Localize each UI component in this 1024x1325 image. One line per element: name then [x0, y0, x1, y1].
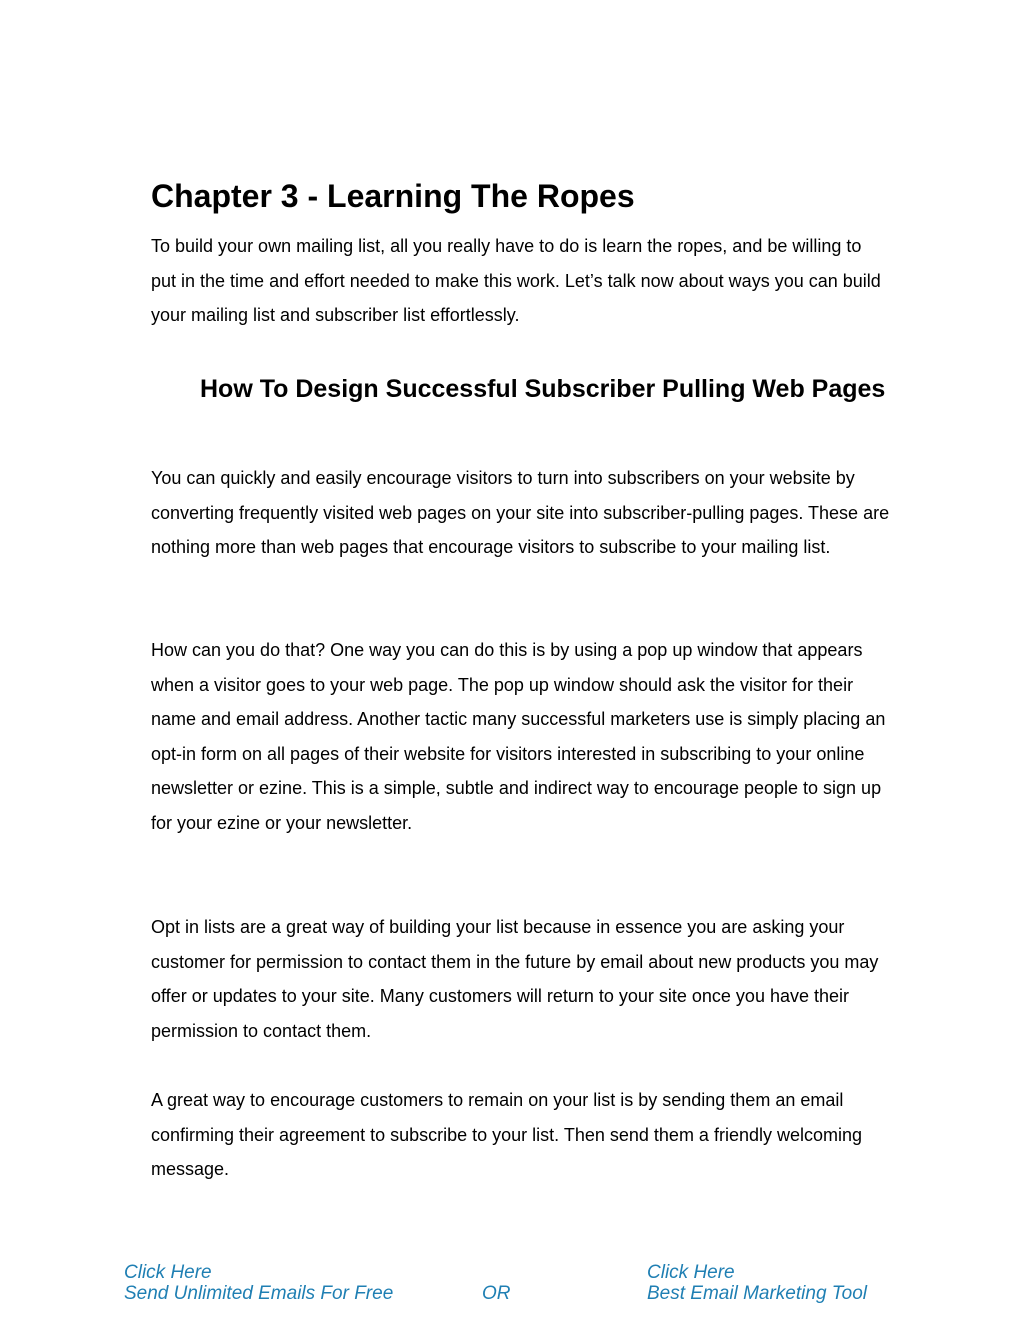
paragraph-confirmation-email: A great way to encourage customers to remain on your list is by sending them an email confirming their agreement to subscribe to your list. Then send them a friendly welcoming message.: [151, 1090, 863, 1180]
best-email-marketing-tool-link[interactable]: Best Email Marketing Tool: [647, 1283, 868, 1304]
paragraph-pop-up-window: How can you do that? One way you can do this is by using a pop up window that appears when a visitor goes to your web page. The pop up window should ask the visitor for their name and email address. Another tactic many successful marketers use is simply placing an opt-in form on all pages of their website for visitors interested in subscribing to your online newsletter or ezine. This is a simple, subtle and indirect way to encourage people to sign up for your ezine or your newsletter.: [151, 640, 886, 833]
paragraph-subscriber-pages: You can quickly and easily encourage visitors to turn into subscribers on your website by converting frequently visited web pages on your site into subscriber-pulling pages. These are nothing more than web pages that encourage visitors to subscribe to your mailing list.: [151, 468, 890, 558]
click-here-link-right[interactable]: Click Here: [647, 1262, 735, 1283]
paragraph-opt-in-lists: Opt in lists are a great way of building your list because in essence you are asking your customer for permission to contact them in the future by email about new products you may offer or updates to your site. Many customers will return to your site once you have their permission to contact them.: [151, 917, 879, 1041]
chapter-title: Chapter 3 - Learning The Ropes: [151, 178, 635, 214]
click-here-link-left[interactable]: Click Here: [124, 1262, 212, 1283]
footer-right-links: [647, 1262, 867, 1304]
footer-left-links: [124, 1262, 393, 1304]
intro-paragraph: To build your own mailing list, all you really have to do is learn the ropes, and be willing to put in the time and effort needed to make this work. Let’s talk now about ways you can build your mailing list and subscriber list effortlessly.: [151, 236, 881, 326]
send-unlimited-emails-link[interactable]: Send Unlimited Emails For Free: [124, 1283, 394, 1304]
footer-or-separator: OR: [482, 1283, 511, 1304]
section-title: How To Design Successful Subscriber Pulling Web Pages: [200, 375, 886, 403]
